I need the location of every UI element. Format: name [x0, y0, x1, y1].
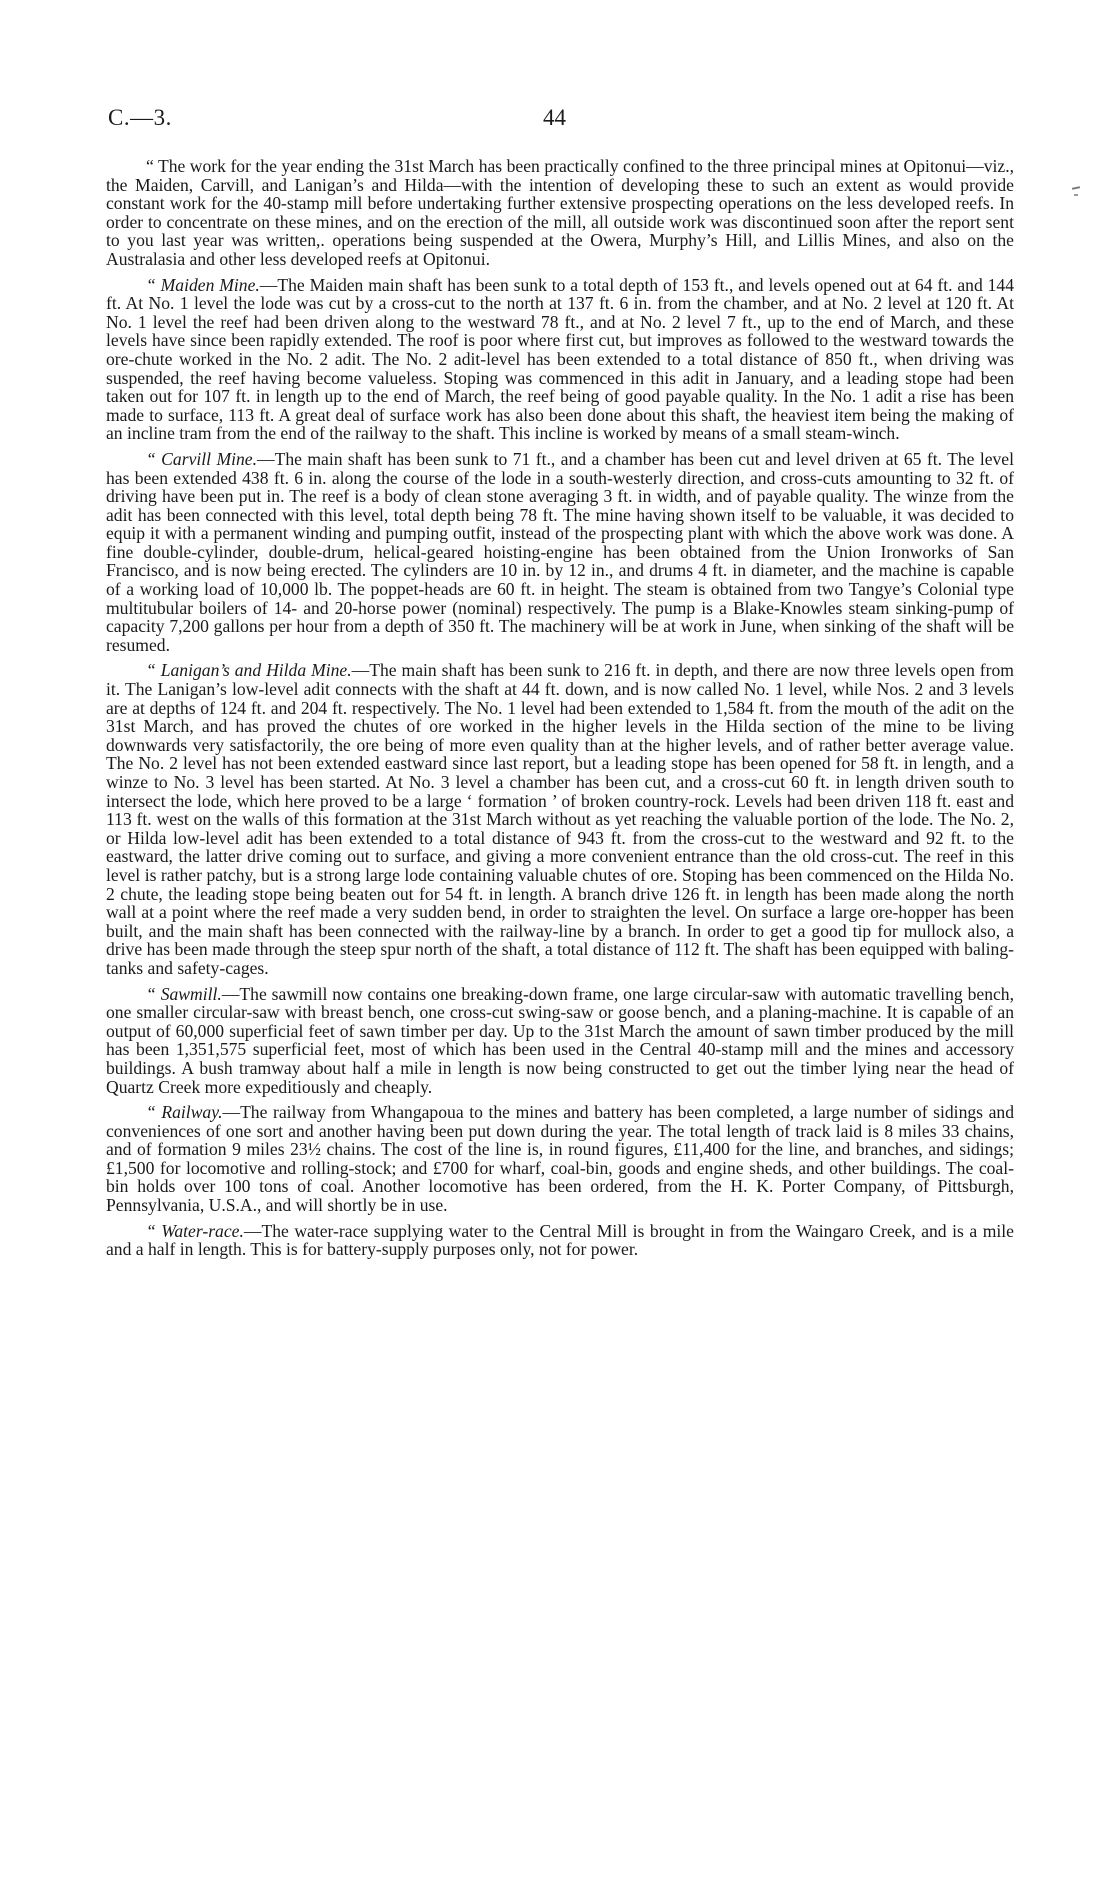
paragraph-text: —The railway from Whangapoua to the mines and battery has been completed, a large number of sidings and conveniences of one sort and another having been put down during the year. The total length of track laid is 8 miles 33 chains, and of formation 9 miles 23½ chains. The cost of the line is, in round figures, £11,400 for the line, and branches, and sidings; £1,500 for locomotive and rolling-stock; and £700 for wharf, coal-bin, goods and engine sheds, and other buildings. The coal-bin holds over 100 tons of coal. Another locomotive has been ordered, from the H. K. Porter Company, of Pittsburgh, Pennsylvania, U.S.A., and will shortly be in use. [106, 1102, 1014, 1216]
paragraph-text: —The water-race supplying water to the Central Mill is brought in from the Waingaro Creek, and is a mile and a half in length. This is for battery-supply purposes only, not for power. [106, 1220, 1014, 1260]
stray-ink-mark [1072, 186, 1080, 190]
section-heading: “ Carvill Mine. [146, 448, 257, 469]
section-heading: “ Maiden Mine. [146, 274, 260, 295]
paragraph-text: —The main shaft has been sunk to 71 ft., and a chamber has been cut and level driven at 65 ft. The level has been extended 438 ft. 6 in. along the course of the lode in a south-westerly direction, and cross-cuts amounting to 32 ft. of driving have been put in. The reef is a body of clean stone averaging 3 ft. in width, and of payable quality. The winze from the adit has been connected with this level, total depth being 78 ft. The mine having shown itself to be valuable, it was decided to equip it with a permanent winding and pumping outfit, instead of the prospecting plant with which the above work was done. A fine double-cylinder, double-drum, helical-geared hoisting-engine has been obtained from the Union Ironworks of San Francisco, and is now being erected. The cylinders are 10 in. by 12 in., and drums 4 ft. in diameter, and the machine is capable of a working load of 10,000 lb. The poppet-heads are 60 ft. in height. The steam is obtained from two Tangye’s Colonial type multitubular boilers of 14- and 20-horse power (nominal) respectively. The pump is a Blake-Knowles steam sinking-pump of capacity 7,200 gallons per hour from a depth of 350 ft. The machinery will be at work in June, when sinking of the shaft will be resumed. [106, 448, 1015, 655]
section-heading: “ Water-race. [146, 1220, 244, 1241]
report-body [106, 157, 1014, 1266]
paragraph-railway [106, 1103, 1014, 1215]
stray-ink-mark [1074, 194, 1078, 196]
paragraph-text: —The main shaft has been sunk to 216 ft. in depth, and there are now three levels open from it. The Lanigan’s low-level adit connects with the shaft at 44 ft. down, and is now called No. 1 level, while Nos. 2 and 3 levels are at depths of 124 ft. and 204 ft. respectively. The No. 1 level had been extended to 1,584 ft. from the mouth of the adit on the 31st March, and has proved the chutes of ore worked in the higher levels in the Hilda section of the mine to be living downwards very satisfactorily, the ore being of more even quality than at the higher levels, and of rather better average value. The No. 2 level has not been extended eastward since last report, but a leading stope has been opened for 58 ft. in length, and a winze to No. 3 level has been started. At No. 3 level a chamber has been cut, and a cross-cut 60 ft. in length driven south to intersect the lode, which here proved to be a large ‘ formation ’ of broken country-rock. Levels had been driven 118 ft. east and 113 ft. west on the walls of this formation at the 31st March without as yet reaching the valuable portion of the lode. The No. 2, or Hilda low-level adit has been extended to a total distance of 943 ft. from the cross-cut to the westward and 92 ft. to the eastward, the latter drive coming out to surface, and giving a more convenient entrance than the old cross-cut. The reef in this level is rather patchy, but is a strong large lode containing valuable chutes of ore. Stoping has been commenced on the Hilda No. 2 chute, the leading stope being beaten out for 54 ft. in length. A branch drive 126 ft. in length has been made along the north wall at a point where the reef made a very sudden bend, in order to straighten the level. On surface a large ore-hopper has been built, and the main shaft has been connected with the railway-line by a branch. In order to get a good tip for mullock also, a drive has been made through the steep spur north of the shaft, a total distance of 112 ft. The shaft has been equipped with baling-tanks and safety-cages. [106, 660, 1014, 978]
page-number: 44 [543, 105, 566, 130]
paragraph-text: —The Maiden main shaft has been sunk to a total depth of 153 ft., and levels opened out at 64 ft. and 144 ft. At No. 1 level the lode was cut by a cross-cut to the north at 137 ft. 6 in. from the chamber, and at No. 2 level at 120 ft. At No. 1 level the reef had been driven along to the westward 78 ft., and at No. 2 level 7 ft., up to the end of March, and these levels have since been rapidly extended. The roof is poor where first cut, but improves as followed to the westward towards the ore-chute worked in the No. 2 adit. The No. 2 adit-level has been extended to a total distance of 850 ft., when driving was suspended, the reef having become valueless. Stoping was commenced in this adit in January, and a leading stope had been taken out for 107 ft. in length up to the end of March, the reef being of good payable quality. In the No. 1 adit a rise has been made to surface, 113 ft. A great deal of surface work has also been done about this shaft, the heaviest item being the making of an incline tram from the end of the railway to the shaft. This incline is worked by means of a small steam-winch. [106, 274, 1015, 444]
page-header [108, 105, 1018, 137]
section-heading: “ Sawmill. [146, 983, 222, 1004]
paragraph-maiden-mine [106, 276, 1014, 443]
section-heading: “ Railway. [146, 1102, 223, 1123]
paragraph-text: “ The work for the year ending the 31st March has been practically confined to the three principal mines at Opitonui—viz., the Maiden, Carvill, and Lanigan’s and Hilda—with the intention of developing these to such an extent as would provide constant work for the 40-stamp mill before undertaking further extensive prospecting operations on the less developed reefs. In order to concentrate on these mines, and on the erection of the mill, all outside work was discontinued soon after the report sent to you last year was written,. operations being suspended at the Owera, Murphy’s Hill, and Lillis Mines, and also on the Australasia and other less developed reefs at Opitonui. [106, 156, 1014, 269]
paragraph-carvill-mine [106, 450, 1014, 655]
document-reference: C.—3. [108, 105, 172, 130]
paragraph-text: —The sawmill now contains one breaking-down frame, one large circular-saw with automatic travelling bench, one smaller circular-saw with breast bench, one cross-cut swing-saw or goose bench, and a planing-machine. It is capable of an output of 60,000 superficial feet of sawn timber per day. Up to the 31st March the amount of sawn timber produced by the mill has been 1,351,575 superficial feet, most of which has been used in the Central 40-stamp mill and the mines and accessory buildings. A bush tramway about half a mile in length is now being constructed to get out the timber lying near the head of Quartz Creek more expeditiously and cheaply. [106, 983, 1015, 1097]
paragraph-lanigans-hilda-mine [106, 661, 1014, 977]
paragraph-sawmill [106, 985, 1014, 1097]
paragraph-water-race [106, 1222, 1014, 1259]
paragraph-introduction [106, 157, 1014, 269]
section-heading: “ Lanigan’s and Hilda Mine. [146, 660, 352, 681]
